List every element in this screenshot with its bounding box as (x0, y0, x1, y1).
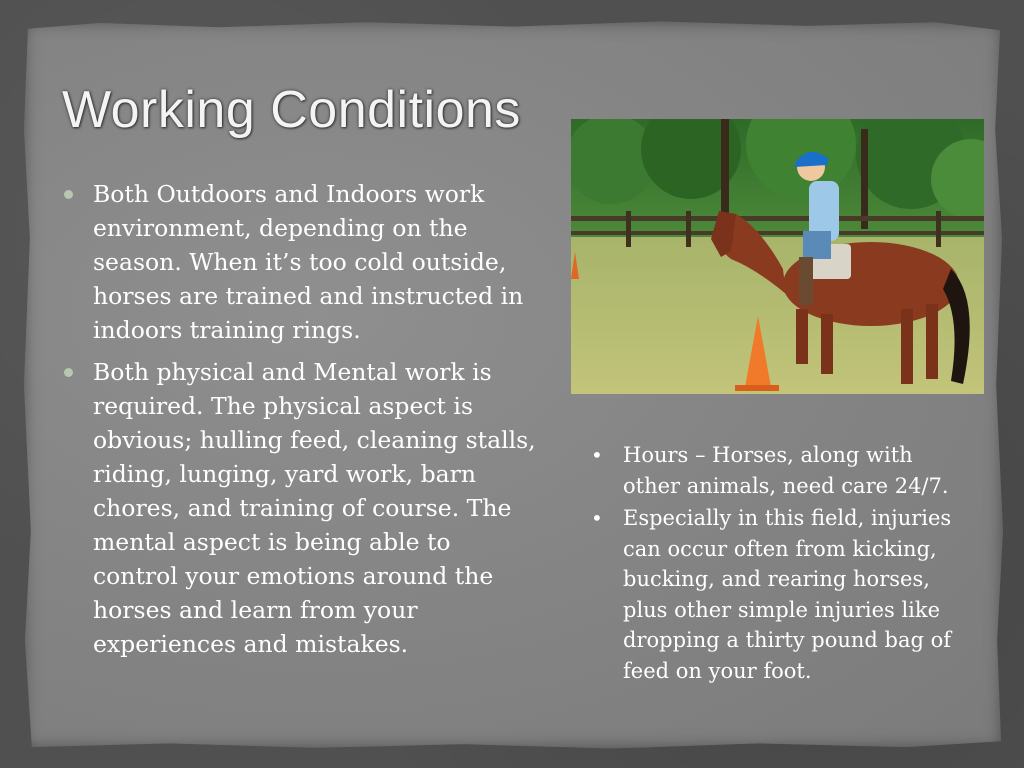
left-bullet-text: Both physical and Mental work is required. The physical aspect is obvious; hulling feed, cleaning stalls, riding, lunging, yard work, barn chores, and training of course. The mental aspect is being able to control your emotions around the horses and learn from your experiences and mistakes. (93, 358, 536, 658)
bullet-dot-icon (64, 190, 73, 199)
left-bullet-item (62, 177, 542, 347)
bullet-dot-icon: • (591, 443, 603, 467)
left-bullet-text: Both Outdoors and Indoors work environment, depending on the season. When it’s too cold outside, horses are trained and instructed in indoors training rings. (93, 180, 524, 344)
right-bullet-text: Hours – Horses, along with other animals, need care 24/7. (623, 443, 949, 498)
right-bullet-item (591, 440, 961, 501)
slide-title: Working Conditions (62, 81, 521, 139)
right-bullet-text: Especially in this field, injuries can occur often from kicking, bucking, and rearing horses, plus other simple injuries like dropping a thirty pound bag of feed on your foot. (623, 506, 952, 683)
bullet-dot-icon (64, 368, 73, 377)
bullet-dot-icon: • (591, 506, 603, 530)
horse-riding-photo (571, 119, 984, 394)
left-bullet-item (62, 355, 542, 661)
right-bullet-item (591, 503, 961, 686)
left-bullet-list (62, 177, 542, 669)
right-bullet-list (591, 440, 961, 688)
